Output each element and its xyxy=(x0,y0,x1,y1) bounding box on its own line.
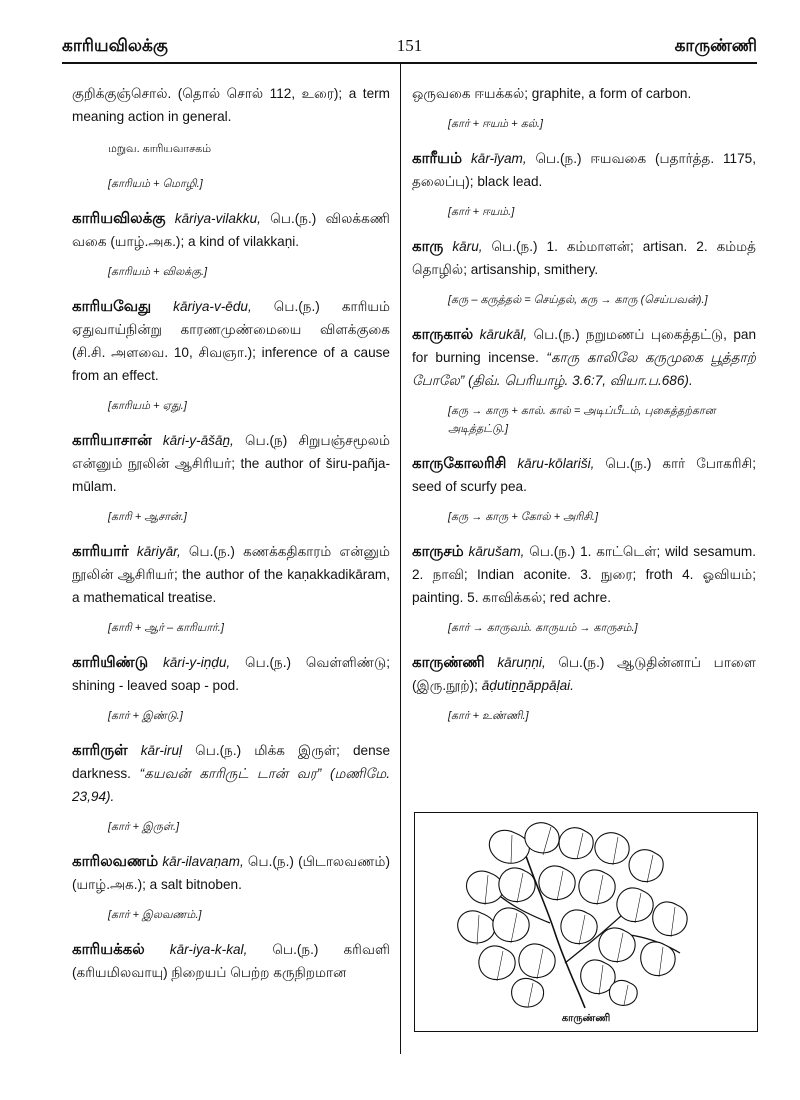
definition: பெ.(ந.) வெள்ளிண்டு; shining - leaved soap - pod. xyxy=(72,655,390,693)
leaf xyxy=(617,888,653,922)
headword: காரிருள் xyxy=(72,742,128,759)
headword: காரியவேது xyxy=(72,298,152,315)
definition: பெ.(ந.) கரிவளி (கரியமிலவாயு) நிறையப் பெற்ற கருநிறமான xyxy=(72,942,391,980)
definition: பெ.(ந) சிறுபஞ்சமூலம் என்னும் நூலின் ஆசிரியர்; the author of širu-pañja-mūlam. xyxy=(72,433,391,494)
dictionary-entry xyxy=(412,452,756,498)
headword: காரியாசான் xyxy=(72,432,152,449)
etymology: [காரி + ஆர் – காரியார்.] xyxy=(108,622,224,634)
citation-quote: “காரு காலிலே கருமுகை பூத்தாற் போலே” (திவ். பெரியாழ். 3.6:7, வியா.ப.686). xyxy=(412,350,756,388)
headword: காரியவிலக்கு xyxy=(72,210,166,227)
dictionary-entry xyxy=(72,207,390,253)
citation-quote: “கயவன் காரிருட் டான் வர” (மணிமே. 23,94). xyxy=(72,766,390,804)
etymology: [கார் + உண்ணி.] xyxy=(448,710,529,722)
headword: காருண்ணி xyxy=(412,654,485,671)
transliteration: kār-īyam, xyxy=(470,151,527,166)
header-guide-word-right: காருண்ணி xyxy=(674,36,757,55)
transliteration: kār-iya-k-kal, xyxy=(169,942,248,957)
leaf xyxy=(489,830,529,863)
leaf xyxy=(499,868,535,902)
etymology: [காரி + ஆசான்.] xyxy=(108,511,187,523)
definition: பெ.(ந.) கார் போகரிசி; seed of scurfy pea. xyxy=(412,456,756,494)
headword: காரியிண்டு xyxy=(72,654,149,671)
headword: காருகால் xyxy=(412,326,474,343)
etymology: [கார் → காருவம். காருயம் → காருசம்.] xyxy=(448,622,638,634)
dictionary-entry xyxy=(412,540,756,609)
transliteration: kāriyār, xyxy=(136,544,181,559)
definition: பெ.(ந.) (பிடாலவணம்) (யாழ்.அக.); a salt bitnoben. xyxy=(72,854,390,892)
leaf xyxy=(595,833,629,864)
etymology: [கார் + இலவணம்.] xyxy=(108,909,202,921)
definition: பெ.(ந.) கணக்கதிகாரம் என்னும் நூலின் ஆசிரியர்; the author of the kaṇakkadikāram, a mathematical treatise. xyxy=(72,544,391,605)
dictionary-entry xyxy=(72,295,390,387)
transliteration: kāru-kōlariši, xyxy=(517,456,595,471)
dictionary-entry xyxy=(412,651,756,697)
leaf xyxy=(512,978,544,1007)
entry-continuation: ஒருவகை ஈயக்கல்; graphite, a form of carbon. xyxy=(412,86,692,101)
transliteration: kāri-y-āšāṉ, xyxy=(162,433,234,448)
etymology: [கரு → காரு + கோல் + அரிசி.] xyxy=(448,511,599,523)
dictionary-entry xyxy=(72,739,390,808)
transliteration: āḍutiṉṉāppāḷai. xyxy=(481,678,574,693)
plant-illustration-figure xyxy=(414,812,758,1032)
leaf xyxy=(493,908,529,942)
leaf xyxy=(609,980,637,1005)
leaf xyxy=(579,870,615,904)
definition: பெ.(ந.) நறுமணப் புகைத்தட்டு, pan for burning incense. xyxy=(412,327,757,365)
definition: பெ.(ந.) ஈயவகை (பதார்த்த. 1175, தலைப்பு); black lead. xyxy=(412,151,756,189)
etymology: [கார் + ஈயம்.] xyxy=(448,206,515,218)
leaf xyxy=(458,911,495,943)
dictionary-entry xyxy=(72,429,390,498)
leaf xyxy=(561,910,597,944)
transliteration: kāriya-v-ēdu, xyxy=(173,299,252,314)
etymology: [காரியம் + மொழி.] xyxy=(108,178,203,190)
column-divider xyxy=(400,64,401,1054)
definition: பெ.(ந.) காரியம் ஏதுவாய்நின்று காரணமுண்மையை விளக்குகை (சி.சி. அளவை. 10, சிவஞா.); inference of a cause from an effect. xyxy=(72,299,391,383)
leaves-group xyxy=(458,823,688,1008)
leaf xyxy=(479,946,515,980)
transliteration: kāru, xyxy=(452,239,483,254)
transliteration: kārukāl, xyxy=(479,327,528,342)
dictionary-entry xyxy=(72,540,390,609)
headword: காரியக்கல் xyxy=(72,941,145,958)
transliteration: kāruṇṇi, xyxy=(497,655,546,670)
etymology: [காரியம் + விலக்கு.] xyxy=(108,266,208,278)
leaf xyxy=(653,902,687,936)
etymology: [கார் + இருள்.] xyxy=(108,821,180,833)
figure-caption: காருண்ணி xyxy=(561,1013,611,1024)
etymology: [கரு → காரு + கால். கால் = அடிப்பீடம், புகைத்தற்கான அடித்தட்டு.] xyxy=(448,405,716,435)
dictionary-entry xyxy=(72,850,390,896)
headword: காரிலவணம் xyxy=(72,853,159,870)
synonym-line: மறுவ. காரியவாசகம் xyxy=(108,143,212,155)
definition: பெ.(ந.) ஆடுதின்னாப் பாளை (இரு.நூற்); xyxy=(412,655,757,693)
right-column xyxy=(412,82,756,739)
leaf xyxy=(525,823,559,853)
leaf xyxy=(599,928,635,962)
transliteration: kārušam, xyxy=(468,544,525,559)
headword: காருகோலரிசி xyxy=(412,455,507,472)
entry-continuation: குறிக்குஞ்சொல். (தொல் சொல் 112, உரை); a term meaning action in general. xyxy=(72,86,390,124)
headword: காருசம் xyxy=(412,543,464,560)
dictionary-entry xyxy=(72,651,390,697)
leaf xyxy=(539,866,575,900)
dictionary-entry xyxy=(412,147,756,193)
headword: காரியார் xyxy=(72,543,129,560)
header-guide-word-left: காரியவிலக்கு xyxy=(62,36,168,55)
header-rule xyxy=(62,62,757,64)
transliteration: kār-ilavaṇam, xyxy=(162,854,244,869)
etymology: [கார் + ஈயம் + கல்.] xyxy=(448,118,543,130)
etymology: [காரியம் + ஏது.] xyxy=(108,400,187,412)
definition: பெ.(ந.) விலக்கணி வகை (யாழ்.அக.); a kind of vilakkaṇi. xyxy=(72,211,390,249)
leaf xyxy=(467,871,503,903)
leaf xyxy=(519,944,555,978)
definition: பெ.(ந.) மிக்க இருள்; dense darkness. xyxy=(72,743,391,781)
definition: பெ.(ந.) 1. கம்மாளன்; artisan. 2. கம்மத் தொழில்; artisanship, smithery. xyxy=(412,239,757,277)
leaf xyxy=(629,850,663,882)
headword: காரீயம் xyxy=(412,150,463,167)
leaf-illustration xyxy=(415,813,757,1031)
etymology: [கரு – கருத்தல் = செய்தல், கரு → காரு (செய்பவன்).] xyxy=(448,294,708,306)
left-column xyxy=(72,82,390,994)
transliteration: kāriya-vilakku, xyxy=(174,211,261,226)
transliteration: kār-iruḷ xyxy=(140,743,183,758)
transliteration: kāri-y-iṇḍu, xyxy=(162,655,231,670)
headword: காரு xyxy=(412,238,444,255)
dictionary-entry xyxy=(412,323,756,392)
leaf xyxy=(559,828,593,859)
dictionary-entry xyxy=(72,938,390,984)
page-number: 151 xyxy=(396,36,423,55)
definition: பெ.(ந.) 1. காட்டெள்; wild sesamum. 2. நாவி; Indian aconite. 3. நுரை; froth 4. ஓவியம்; painting. 5. காவிக்கல்; red achre. xyxy=(412,544,756,605)
dictionary-entry xyxy=(412,235,756,281)
etymology: [கார் + இண்டு.] xyxy=(108,710,183,722)
